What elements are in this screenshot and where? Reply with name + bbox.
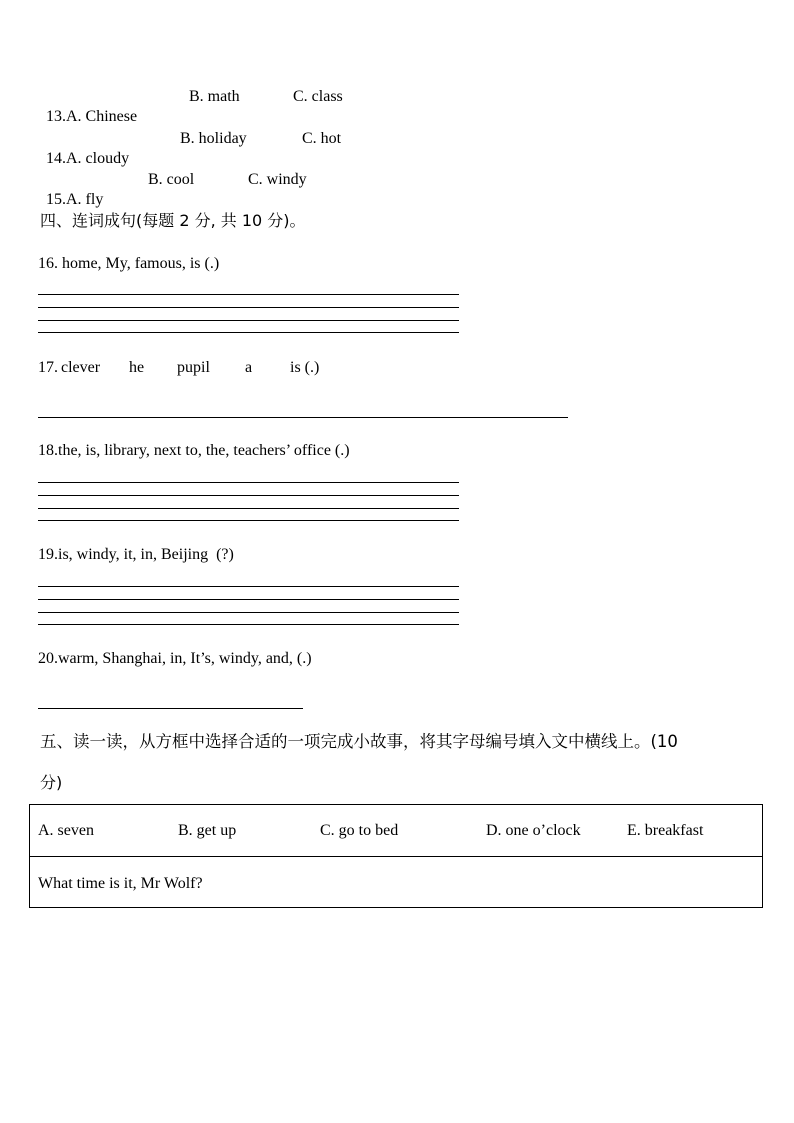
question-20: 20.warm, Shanghai, in, It’s, windy, and, (.) <box>38 650 312 667</box>
answer-line[interactable] <box>38 417 568 418</box>
question-19: 19.is, windy, it, in, Beijing (?) <box>38 546 234 563</box>
question-18: 18.the, is, library, next to, the, teachers’ office (.) <box>38 442 350 459</box>
question-13-option-c: C. class <box>293 88 343 105</box>
option-a: A. Chinese <box>66 108 138 125</box>
word-option: B. get up <box>178 822 237 839</box>
question-17-word: pupil <box>177 359 210 376</box>
question-14-option-c: C. hot <box>302 130 342 147</box>
section-4-heading: 四、连词成句(每题 2 分, 共 10 分)。 <box>40 211 306 230</box>
option-a: A. cloudy <box>66 150 130 167</box>
question-number: 13. <box>46 108 66 125</box>
box-divider <box>30 856 762 857</box>
question-15-option-b: B. cool <box>148 171 195 188</box>
answer-line[interactable] <box>38 508 459 509</box>
question-15-option-c: C. windy <box>248 171 307 188</box>
answer-line[interactable] <box>38 586 459 587</box>
story-line: What time is it, Mr Wolf? <box>38 875 203 892</box>
question-14 <box>38 129 129 169</box>
answer-line[interactable] <box>38 307 459 308</box>
answer-line[interactable] <box>38 599 459 600</box>
question-15 <box>38 170 103 210</box>
answer-line[interactable] <box>38 482 459 483</box>
answer-line[interactable] <box>38 320 459 321</box>
question-17-number: 17. <box>38 359 58 376</box>
answer-line[interactable] <box>38 495 459 496</box>
question-13-option-b: B. math <box>189 88 240 105</box>
answer-line[interactable] <box>38 624 459 625</box>
question-16: 16. home, My, famous, is (.) <box>38 255 220 272</box>
answer-line[interactable] <box>38 612 459 613</box>
question-17-word: he <box>129 359 145 376</box>
word-option: C. go to bed <box>320 822 399 839</box>
question-17-word: a <box>245 359 253 376</box>
word-option: D. one o’clock <box>486 822 581 839</box>
section-5-heading: 五、读一读，从方框中选择合适的一项完成小故事，将其字母编号填入文中横线上。(10 <box>40 732 678 751</box>
option-a: A. fly <box>66 191 104 208</box>
question-13 <box>38 87 137 127</box>
word-option: A. seven <box>38 822 94 839</box>
answer-line[interactable] <box>38 294 459 295</box>
question-number: 14. <box>46 150 66 167</box>
question-number: 15. <box>46 191 66 208</box>
word-box <box>29 804 763 908</box>
section-5-heading-cont: 分) <box>40 773 63 792</box>
word-option: E. breakfast <box>627 822 704 839</box>
answer-line[interactable] <box>38 520 459 521</box>
question-17-word: clever <box>61 359 101 376</box>
question-17-word: is (.) <box>290 359 320 376</box>
answer-line[interactable] <box>38 708 303 709</box>
answer-line[interactable] <box>38 332 459 333</box>
question-14-option-b: B. holiday <box>180 130 247 147</box>
